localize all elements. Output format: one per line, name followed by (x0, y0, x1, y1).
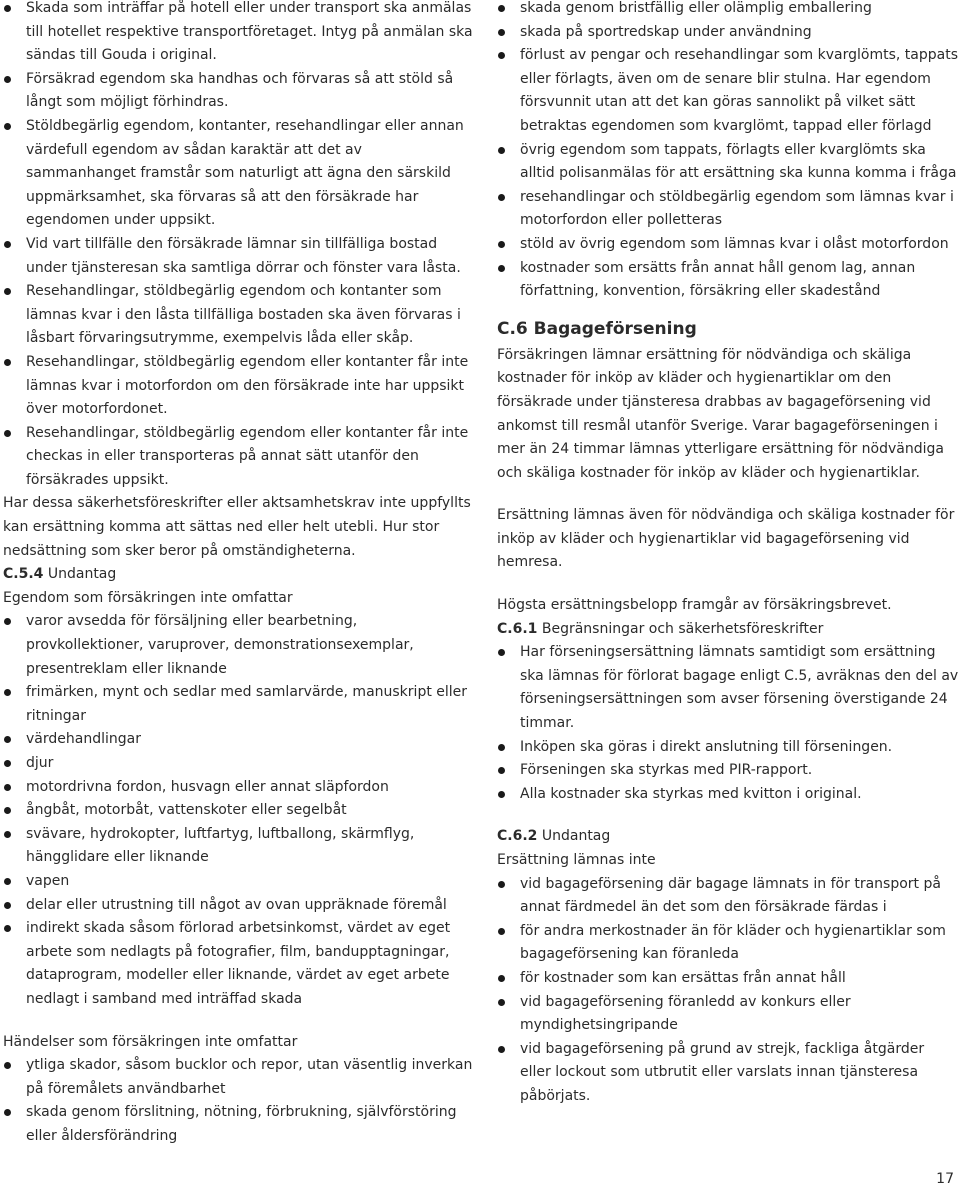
subsection-title: Begränsningar och säkerhetsföreskrifter (537, 620, 824, 637)
list-item: djur (3, 752, 473, 776)
list-item: svävare, hydrokopter, luftfartyg, luftballong, skärmflyg, hängglidare eller liknande (3, 823, 473, 870)
body-paragraph: Ersättning lämnas även för nödvändiga och skäliga kostnader för inköp av kläder och hygienartiklar vid bagageförsening vid hemresa. (497, 507, 955, 571)
subsection-heading (497, 825, 959, 849)
list-item: ångbåt, motorbåt, vattenskoter eller segelbåt (3, 799, 473, 823)
list-item: vid bagageförsening på grund av strejk, fackliga åtgärder eller lockout som utbrutit eller varslats innan tjänsteresa påbörjats. (497, 1038, 959, 1109)
safety-rules-list (3, 0, 473, 492)
list-item: Resehandlingar, stöldbegärlig egendom eller kontanter får inte checkas in eller transporteras på annat sätt utanför den försäkrades uppsikt. (3, 422, 473, 493)
not-covered-list (497, 873, 959, 1109)
spacer (497, 485, 959, 504)
subsection-heading (497, 618, 959, 642)
list-item: övrig egendom som tappats, förlagts eller kvarglömts ska alltid polisanmälas för att ersättning ska kunna komma i fråga (497, 139, 959, 186)
subsection-number: C.6.2 (497, 828, 538, 845)
section-heading: C.6 Bagageförsening (497, 318, 697, 339)
list-intro: Ersättning lämnas inte (497, 852, 656, 868)
list-item: vapen (3, 870, 473, 894)
list-item: Förseningen ska styrkas med PIR-rapport. (497, 759, 959, 783)
list-item: värdehandlingar (3, 728, 473, 752)
list-item: vid bagageförsening föranledd av konkurs eller myndighetsingripande (497, 991, 959, 1038)
list-item: Har förseningsersättning lämnats samtidigt som ersättning ska lämnas för förlorat bagage enligt C.5, avräknas den del av förseningsersättningen som avser försening överstigande 24 timmar. (497, 641, 959, 735)
list-item: resehandlingar och stöldbegärlig egendom som lämnas kvar i motorfordon eller polletteras (497, 186, 959, 233)
subsection-title: Undantag (537, 828, 611, 845)
excluded-property-list (3, 610, 473, 1011)
list-item: förlust av pengar och resehandlingar som kvarglömts, tappats eller förlagts, även om de senare blir stulna. Har egendom försvunnit utan att det kan göras sannolikt på vilket sätt betraktas egendomen som kvarglömt, tappad eller förlagd (497, 44, 959, 138)
list-item: stöld av övrig egendom som lämnas kvar i olåst motorfordon (497, 233, 959, 257)
list-item: kostnader som ersätts från annat håll genom lag, annan författning, konvention, försäkring eller skadestånd (497, 257, 959, 304)
list-item: vid bagageförsening där bagage lämnats in för transport på annat färdmedel än det som den försäkrade färdas i (497, 873, 959, 920)
spacer (3, 1012, 473, 1031)
list-item: Resehandlingar, stöldbegärlig egendom och kontanter som lämnas kvar i den låsta tillfälliga bostaden ska även förvaras i låsbart förvaringsutrymme, exempelvis låda eller skåp. (3, 280, 473, 351)
list-item: varor avsedda för försäljning eller bearbetning, provkollektioner, varuprover, demonstrationsexemplar, presentreklam eller liknande (3, 610, 473, 681)
section-number: C.5.4 (3, 566, 44, 583)
list-item: frimärken, mynt och sedlar med samlarvärde, manuskript eller ritningar (3, 681, 473, 728)
list-item: ytliga skador, såsom bucklor och repor, utan väsentlig inverkan på föremålets användbarhet (3, 1054, 473, 1101)
list-intro: Egendom som försäkringen inte omfattar (3, 589, 293, 606)
restrictions-list (497, 641, 959, 806)
body-paragraph: Har dessa säkerhetsföreskrifter eller aktsamhetskrav inte uppfyllts kan ersättning komma att sättas ned eller helt utebli. Hur stor nedsättning som sker beror på omständigheterna. (3, 495, 471, 559)
list-item: för kostnader som kan ersättas från annat håll (497, 967, 959, 991)
body-paragraph: Försäkringen lämnar ersättning för nödvändiga och skäliga kostnader för inköp av kläder och hygienartiklar om den försäkrade under tjänsteresa drabbas av bagageförsening vid ankomst till resmål utanför Sverige. Varar bagageförseningen i mer än 24 timmar lämnas ytterligare ersättning för nödvändiga och skäliga kostnader för inköp av kläder och hygienartiklar. (497, 346, 944, 481)
list-item: motordrivna fordon, husvagn eller annat släpfordon (3, 776, 473, 800)
section-heading (3, 563, 473, 587)
section-title: Undantag (43, 566, 117, 583)
list-item: Alla kostnader ska styrkas med kvitton i original. (497, 783, 959, 807)
list-item: skada genom förslitning, nötning, förbrukning, självförstöring eller åldersförändring (3, 1101, 473, 1148)
exclusions-list (497, 0, 959, 304)
list-item: Vid vart tillfälle den försäkrade lämnar sin tillfälliga bostad under tjänsteresan ska samtliga dörrar och fönster vara låsta. (3, 233, 473, 280)
spacer (497, 806, 959, 825)
list-item: Stöldbegärlig egendom, kontanter, resehandlingar eller annan värdefull egendom av sådan karaktär att det av sammanhanget framstår som naturligt att ägna den särskild uppmärksamhet, ska förvaras så att den försäkrade har egendomen under uppsikt. (3, 115, 473, 233)
list-item: Inköpen ska göras i direkt anslutning till förseningen. (497, 736, 959, 760)
list-item: Skada som inträffar på hotell eller under transport ska anmälas till hotellet respektive transportföretaget. Intyg på anmälan ska sändas till Gouda i original. (3, 0, 473, 68)
list-item: Försäkrad egendom ska handhas och förvaras så att stöld så långt som möjligt förhindras. (3, 68, 473, 115)
list-item: Resehandlingar, stöldbegärlig egendom eller kontanter får inte lämnas kvar i motorfordon om den försäkrade inte har uppsikt över motorfordonet. (3, 351, 473, 422)
body-paragraph: Högsta ersättningsbelopp framgår av försäkringsbrevet. (497, 597, 892, 614)
list-item: skada genom bristfällig eller olämplig emballering (497, 0, 959, 21)
list-item: för andra merkostnader än för kläder och hygienartiklar som bagageförsening kan föranleda (497, 920, 959, 967)
list-intro: Händelser som försäkringen inte omfattar (3, 1033, 298, 1050)
right-column (497, 0, 959, 1109)
list-item: indirekt skada såsom förlorad arbetsinkomst, värdet av eget arbete som nedlagts på fotografier, film, bandupptagningar, dataprogram, modeller eller liknande, värdet av eget arbete nedlagt i samband med inträffad skada (3, 917, 473, 1011)
spacer (497, 575, 959, 594)
list-item: delar eller utrustning till något av ovan uppräknade föremål (3, 894, 473, 918)
left-column (3, 0, 473, 1149)
subsection-number: C.6.1 (497, 620, 538, 637)
page-number: 17 (936, 1171, 954, 1187)
list-item: skada på sportredskap under användning (497, 21, 959, 45)
excluded-events-list (3, 1054, 473, 1148)
